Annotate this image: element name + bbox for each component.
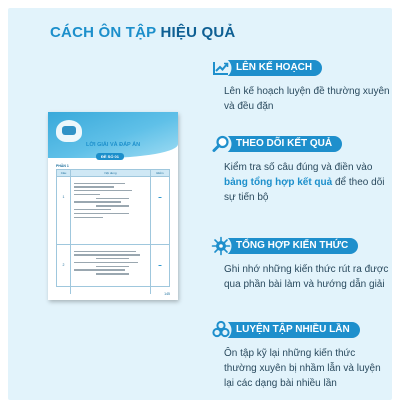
section-summarize bbox=[210, 236, 390, 292]
book-table-row bbox=[57, 245, 169, 294]
section-heading: THEO DÕI KẾT QUẢ bbox=[224, 136, 342, 152]
section-text: Kiểm tra số câu đúng và điền vào bbox=[224, 162, 373, 173]
book-score-mark: ▬ bbox=[158, 263, 162, 267]
book-heading: LỜI GIẢI VÀ ĐÁP ÁN bbox=[86, 142, 141, 148]
book-tag: ĐỀ SỐ 01 bbox=[96, 153, 124, 160]
section-text: Ghi nhớ những kiến thức rút ra được qua phần bài làm và hướng dẫn giải bbox=[224, 264, 389, 290]
section-text: để theo dõi sự tiến bộ bbox=[224, 177, 385, 203]
book-row-number: 2 bbox=[57, 245, 71, 294]
biohazard-icon bbox=[210, 319, 232, 341]
section-heading: LUYỆN TẬP NHIỀU LẦN bbox=[224, 322, 360, 338]
book-row-content bbox=[71, 177, 151, 244]
book-table bbox=[56, 169, 170, 287]
section-track-results bbox=[210, 134, 390, 205]
section-practice bbox=[210, 320, 390, 391]
answer-book-image bbox=[48, 112, 178, 300]
section-plan bbox=[210, 58, 390, 114]
magnifier-icon bbox=[210, 133, 232, 155]
book-table-row bbox=[57, 177, 169, 245]
book-logo-icon bbox=[56, 120, 82, 142]
section-body bbox=[224, 160, 390, 205]
book-page-number: 145 bbox=[164, 292, 170, 296]
section-heading: LÊN KẾ HOẠCH bbox=[224, 60, 322, 76]
book-section-label: PHẦN 1 bbox=[56, 164, 69, 168]
section-body bbox=[224, 262, 390, 292]
section-heading: TỔNG HỢP KIẾN THỨC bbox=[224, 238, 358, 254]
chart-icon bbox=[210, 57, 232, 79]
virus-icon bbox=[210, 235, 232, 257]
book-col-header: Điểm bbox=[156, 171, 164, 175]
section-body bbox=[224, 346, 390, 391]
title-part-1: CÁCH ÔN TẬP bbox=[50, 24, 157, 41]
book-row-content bbox=[71, 245, 151, 294]
book-col-header: Nội dung bbox=[71, 170, 151, 176]
book-col-header: Câu bbox=[57, 170, 71, 176]
section-text: Lên kế hoạch luyện đề thường xuyên và đều đặn bbox=[224, 86, 390, 112]
page-title bbox=[50, 24, 235, 41]
section-body bbox=[224, 84, 390, 114]
book-score-mark: ▬ bbox=[158, 195, 162, 199]
title-part-2: HIỆU QUẢ bbox=[160, 24, 236, 41]
book-row-number: 1 bbox=[57, 177, 71, 244]
section-text: Ôn tập kỹ lại những kiến thức thường xuyên bị nhầm lẫn và luyện lại các dạng bài nhiều lần bbox=[224, 348, 381, 389]
book-table-header bbox=[57, 170, 169, 177]
highlight-text: bảng tổng hợp kết quả bbox=[224, 177, 333, 188]
